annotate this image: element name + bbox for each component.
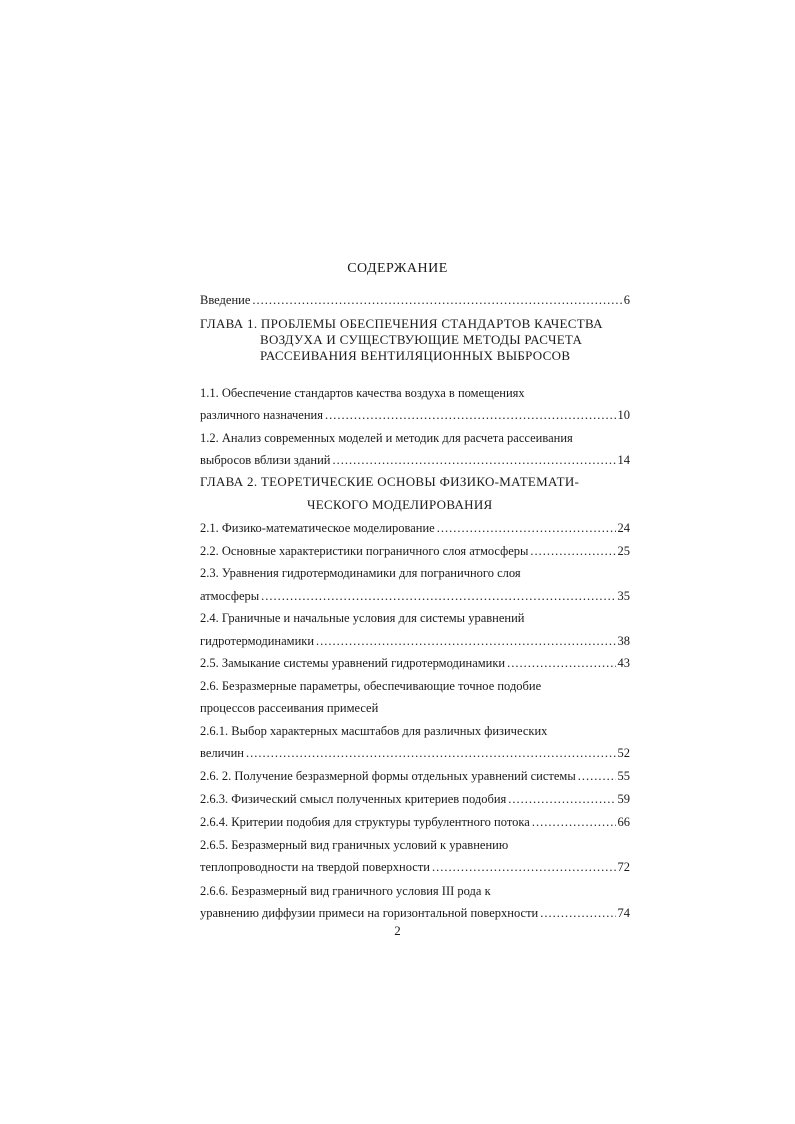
- page-number: 2: [394, 923, 401, 938]
- toc-entry-2-6-5: 2.6.5. Безразмерный вид граничных условий к уравнению: [200, 838, 509, 852]
- chapter-2-heading-line-2: ЧЕСКОГО МОДЕЛИРОВАНИЯ: [307, 497, 493, 512]
- leader-dots: [508, 792, 615, 807]
- toc-entry-text: различного назначения: [200, 408, 323, 422]
- toc-entry-2-6-5-cont: [200, 860, 630, 875]
- leader-dots: [246, 746, 616, 761]
- leader-dots: [437, 521, 616, 536]
- toc-entry-page: 66: [617, 815, 630, 829]
- leader-dots: [540, 906, 615, 921]
- leader-dots: [432, 860, 616, 875]
- toc-entry-text: гидротермодинамики: [200, 634, 315, 648]
- toc-entry-2-6-6-cont: [200, 906, 630, 921]
- toc-entry-page: 59: [617, 792, 630, 806]
- toc-entry-page: 43: [617, 656, 630, 670]
- toc-entry-text: 2.6.3. Физический смысл полученных критериев подобия: [200, 792, 507, 806]
- toc-entry-1-2-cont: [200, 453, 630, 468]
- toc-entry-2-6-2: [200, 769, 630, 784]
- toc-entry-text: теплопроводности на твердой поверхности: [200, 860, 430, 874]
- toc-entry-1-1: 1.1. Обеспечение стандартов качества воздуха в помещениях: [200, 386, 525, 400]
- toc-entry-page: 38: [617, 634, 630, 648]
- toc-entry-2-6-4: [200, 815, 630, 830]
- chapter-1-heading-line-2: ВОЗДУХА И СУЩЕСТВУЮЩИЕ МЕТОДЫ РАСЧЕТА: [260, 332, 583, 347]
- toc-entry-2-6-3: [200, 792, 630, 807]
- toc-entry-page: 52: [617, 746, 630, 760]
- toc-entry-page: 24: [617, 521, 630, 535]
- toc-entry-2-4-cont: [200, 634, 630, 649]
- leader-dots: [507, 656, 615, 671]
- toc-entry-text: 2.6.4. Критерии подобия для структуры турбулентного потока: [200, 815, 530, 829]
- toc-entry-page: 6: [623, 293, 630, 307]
- leader-dots: [316, 634, 615, 649]
- leader-dots: [252, 293, 621, 308]
- toc-entry-2-2: [200, 544, 630, 559]
- chapter-1-heading-line-3: РАССЕИВАНИЯ ВЕНТИЛЯЦИОННЫХ ВЫБРОСОВ: [260, 348, 571, 363]
- toc-entry-2-1: [200, 521, 630, 536]
- toc-entry-2-6-1: 2.6.1. Выбор характерных масштабов для различных физических: [200, 724, 548, 738]
- toc-entry-text: Введение: [200, 293, 251, 307]
- toc-entry-text: 2.6. 2. Получение безразмерной формы отдельных уравнений системы: [200, 769, 576, 783]
- chapter-1-heading-line-1: ГЛАВА 1. ПРОБЛЕМЫ ОБЕСПЕЧЕНИЯ СТАНДАРТОВ КАЧЕСТВА: [200, 316, 603, 331]
- leader-dots: [261, 589, 615, 604]
- toc-entry-page: 72: [617, 860, 630, 874]
- leader-dots: [530, 544, 615, 559]
- toc-entry-1-2: 1.2. Анализ современных моделей и методик для расчета рассеивания: [200, 431, 573, 445]
- toc-entry-2-3-cont: [200, 589, 630, 604]
- toc-entry-text: 2.1. Физико-математическое моделирование: [200, 521, 435, 535]
- toc-entry-2-6-1-cont: [200, 746, 630, 761]
- toc-entry-1-1-cont: [200, 408, 630, 423]
- toc-entry-2-6-cont: процессов рассеивания примесей: [200, 701, 379, 715]
- toc-entry-page: 10: [617, 408, 630, 422]
- chapter-2-heading-line-1: ГЛАВА 2. ТЕОРЕТИЧЕСКИЕ ОСНОВЫ ФИЗИКО-МАТЕМАТИ-: [200, 474, 580, 489]
- toc-entry-page: 55: [617, 769, 630, 783]
- toc-entry-2-5: [200, 656, 630, 671]
- toc-entry-page: 74: [617, 906, 630, 920]
- leader-dots: [325, 408, 616, 423]
- toc-title: СОДЕРЖАНИЕ: [347, 261, 448, 276]
- toc-entry-text: атмосферы: [200, 589, 260, 603]
- leader-dots: [578, 769, 616, 784]
- toc-entry-page: 14: [617, 453, 630, 467]
- leader-dots: [532, 815, 616, 830]
- toc-entry-text: величин: [200, 746, 244, 760]
- toc-entry-text: 2.2. Основные характеристики пограничного слоя атмосферы: [200, 544, 529, 558]
- toc-entry-text: уравнению диффузии примеси на горизонтальной поверхности: [200, 906, 539, 920]
- toc-entry-page: 35: [617, 589, 630, 603]
- toc-entry-text: выбросов вблизи зданий: [200, 453, 331, 467]
- toc-entry-2-6-6: 2.6.6. Безразмерный вид граничного условия III рода к: [200, 884, 491, 898]
- toc-entry-page: 25: [617, 544, 630, 558]
- toc-entry-text: 2.5. Замыкание системы уравнений гидротермодинамики: [200, 656, 506, 670]
- toc-entry-2-6: 2.6. Безразмерные параметры, обеспечивающие точное подобие: [200, 679, 542, 693]
- toc-entry-2-3: 2.3. Уравнения гидротермодинамики для пограничного слоя: [200, 566, 521, 580]
- toc-entry-2-4: 2.4. Граничные и начальные условия для системы уравнений: [200, 611, 525, 625]
- leader-dots: [332, 453, 615, 468]
- toc-entry-introduction: [200, 293, 630, 308]
